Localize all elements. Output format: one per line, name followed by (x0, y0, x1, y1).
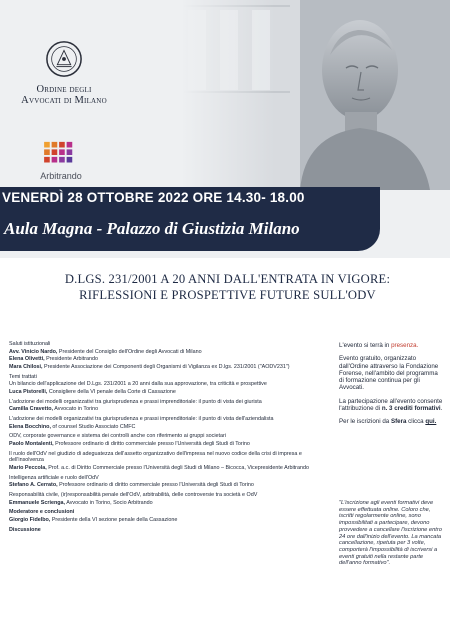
registration-note: "L'iscrizione agli eventi formativi deve essere effettuata online. Coloro che, iscritti regolarmente online, sono impossibilitati a partecipare, devono provvedere a cancellare l'iscrizione entro 24 ore dall'inizio dell'evento. La mancata cancellazione, ripetuta per 3 volte, comporterà l'impossibilità di iscriversi a eventi gratuiti nella restante parte dell'anno formativo". (339, 500, 442, 567)
org-name-line1: Ordine degli (36, 84, 92, 95)
title-line-1: D.LGS. 231/2001 A 20 ANNI DALL'ENTRATA IN VIGORE: (64, 272, 391, 286)
event-date: VENERDÌ 28 OTTOBRE 2022 ORE 14.30- 18.00 (2, 190, 305, 205)
speaker-entry: Elena Bocchino, of counsel Studio Associato CMFC (9, 423, 136, 430)
topic-title: Un bilancio dell'applicazione del D.Lgs. 231/2001 a 20 anni dalla sua approvazione, tra criticità e prospettive (9, 381, 267, 388)
registration-link[interactable]: qui. (425, 418, 437, 426)
topic-title: Intelligenza artificiale e ruolo dell'OdV (9, 474, 99, 481)
section-heading-temi: Temi trattati (9, 373, 37, 380)
info-presence: L'evento si terrà in presenza. (339, 342, 419, 349)
event-title (20, 271, 435, 303)
arbitrando-logo (30, 140, 92, 181)
speaker-entry: Elena Olivetti, Presidente Arbitrando (9, 356, 98, 363)
speaker-entry: Mara Chilosi, Presidente Associazione dei Componenti degli Organismi di Vigilanza ex D.lgs. 231/2001 ("AODV231") (9, 363, 290, 370)
org-name-line2: Avvocati di Milano (21, 95, 107, 106)
ordine-logo (14, 40, 114, 106)
section-heading-saluti: Saluti istituzionali (9, 341, 51, 347)
ordine-seal-icon (45, 40, 83, 78)
speaker-entry: Mario Peccola, Prof. a.c. di Diritto Commerciale presso l'Università degli Studi di Milano – Bicocca, Vicepresidente Arbitrando (9, 464, 309, 471)
section-heading-moderatore: Moderatore e conclusioni (9, 509, 75, 516)
statue-illustration (180, 0, 450, 190)
info-credits: La partecipazione all'evento consente l'attribuzione di n. 3 crediti formativi. (339, 397, 443, 413)
speaker-entry: Camilla Cravetto, Avvocato in Torino (9, 406, 99, 413)
event-venue: Aula Magna - Palazzo di Giustizia Milano (4, 219, 300, 238)
info-registration: Per le iscrizioni da Sfera clicca qui. (339, 418, 437, 426)
speaker-entry: Giorgio Fidelbo, Presidente della VI sezione penale della Cassazione (9, 516, 178, 523)
topic-title: L'adozione dei modelli organizzativi tra giurisprudenza e prassi imprenditoriale: il punto di vista dei giurista (9, 398, 262, 405)
topic-title: ODV, corporate governance e sistema dei controlli anche con riferimento ai gruppi societari (9, 433, 227, 440)
speaker-entry: Avv. Vinicio Nardo, Presidente del Consiglio dell'Ordine degli Avvocati di Milano (9, 348, 202, 355)
speaker-entry: Paolo Montalenti, Professore ordinario di diritto commerciale presso l'Università degli Studi di Torino (9, 440, 250, 447)
speaker-entry: Emmanuele Scrienga, Avvocato in Torino, Socio Arbitrando (9, 499, 153, 506)
info-free-event: Evento gratuito, organizzato dall'Ordine attraverso la Fondazione Forense, nell'ambito del programma di formazione continua per gli Avvocati. (339, 355, 439, 392)
event-info (339, 342, 444, 432)
topic-title: Il ruolo dell'OdV nel giudizio di adeguatezza dell'assetto organizzativo dell'impresa nel nuovo codice della crisi di impresa e dell'insolvenza (9, 450, 302, 464)
speaker-entry: Stefano A. Cerrato, Professore ordinario di diritto commerciale presso l'Università degli Studi di Torino (9, 482, 254, 489)
section-heading-discussione: Discussione (9, 526, 41, 533)
speaker-entry: Luca Pistorelli, Consigliere della VI penale della Corte di Cassazione (9, 388, 176, 395)
title-line-2: RIFLESSIONI E PROSPETTIVE FUTURE SULL'ODV (79, 288, 376, 302)
program-list (9, 341, 334, 537)
arbitrando-name: Arbitrando (40, 171, 82, 181)
arbitrando-logo-icon (42, 140, 80, 170)
topic-title: Responsabilità civile, (ir)responsabilità penale dell'OdV, arbitrabilità, delle controversie tra società e OdV (9, 491, 258, 498)
topic-title: L'adozione dei modelli organizzativi tra giurisprudenza e prassi imprenditoriale: il punto di vista dell'aziendalista (9, 415, 274, 422)
